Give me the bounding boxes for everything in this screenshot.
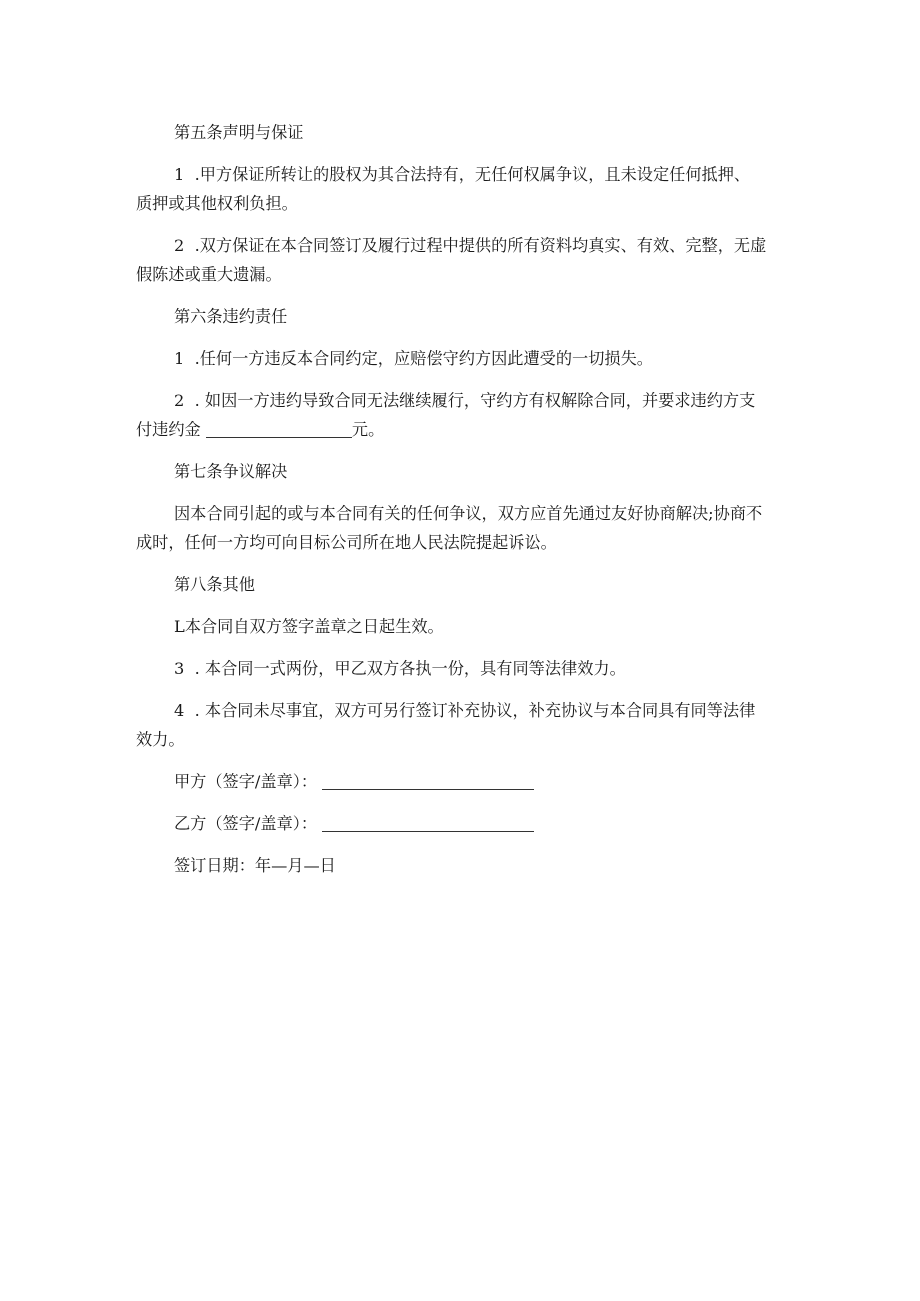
article6-item2-line1: 2 . 如因一方违约导致合同无法继续履行，守约方有权解除合同，并要求违约方支 xyxy=(174,391,756,410)
signing-date: 签订日期：年—月—日 xyxy=(174,856,336,875)
article5-item2-line2: 假陈述或重大遗漏。 xyxy=(136,265,282,284)
article6-item1: 1 .任何一方违反本合同约定，应赔偿守约方因此遭受的一切损失。 xyxy=(174,349,653,368)
party-a-signature-row xyxy=(136,767,786,796)
article5-item1-line2: 质押或其他权利负担。 xyxy=(136,194,298,213)
article7-body-line1: 因本合同引起的或与本合同有关的任何争议，双方应首先通过友好协商解决;协商不 xyxy=(174,504,763,523)
article7-body-line2: 成时，任何一方均可向目标公司所在地人民法院提起诉讼。 xyxy=(136,533,557,552)
article8-item3: 3 . 本合同一式两份，甲乙双方各执一份，具有同等法律效力。 xyxy=(174,659,626,678)
party-b-label: 乙方（签字/盖章）： xyxy=(174,814,318,833)
party-b-signature-blank xyxy=(322,811,534,832)
party-a-label: 甲方（签字/盖章）： xyxy=(174,772,318,791)
article8-item4-line2: 效力。 xyxy=(136,730,185,749)
penalty-label: 付违约金 xyxy=(136,420,201,439)
article8-item4-line1: 4 . 本合同未尽事宜，双方可另行签订补充协议，补充协议与本合同具有同等法律 xyxy=(174,701,756,720)
penalty-amount-blank xyxy=(206,417,352,438)
article5-item1-line1: 1 .甲方保证所转让的股权为其合法持有，无任何权属争议，且未设定任何抵押、 xyxy=(174,165,751,184)
article6-title: 第六条违约责任 xyxy=(174,307,288,326)
party-a-signature-blank xyxy=(322,769,534,790)
article8-item1: L本合同自双方签字盖章之日起生效。 xyxy=(174,617,444,636)
article5-title: 第五条声明与保证 xyxy=(174,123,304,142)
article8-title: 第八条其他 xyxy=(174,575,255,594)
article7-title: 第七条争议解决 xyxy=(174,462,288,481)
party-b-signature-row xyxy=(136,809,786,838)
article5-item2-line1: 2 .双方保证在本合同签订及履行过程中提供的所有资料均真实、有效、完整，无虚 xyxy=(174,236,767,255)
article6-item2-line2 xyxy=(136,415,786,444)
penalty-unit: 元。 xyxy=(351,420,385,439)
contract-page xyxy=(136,118,786,880)
